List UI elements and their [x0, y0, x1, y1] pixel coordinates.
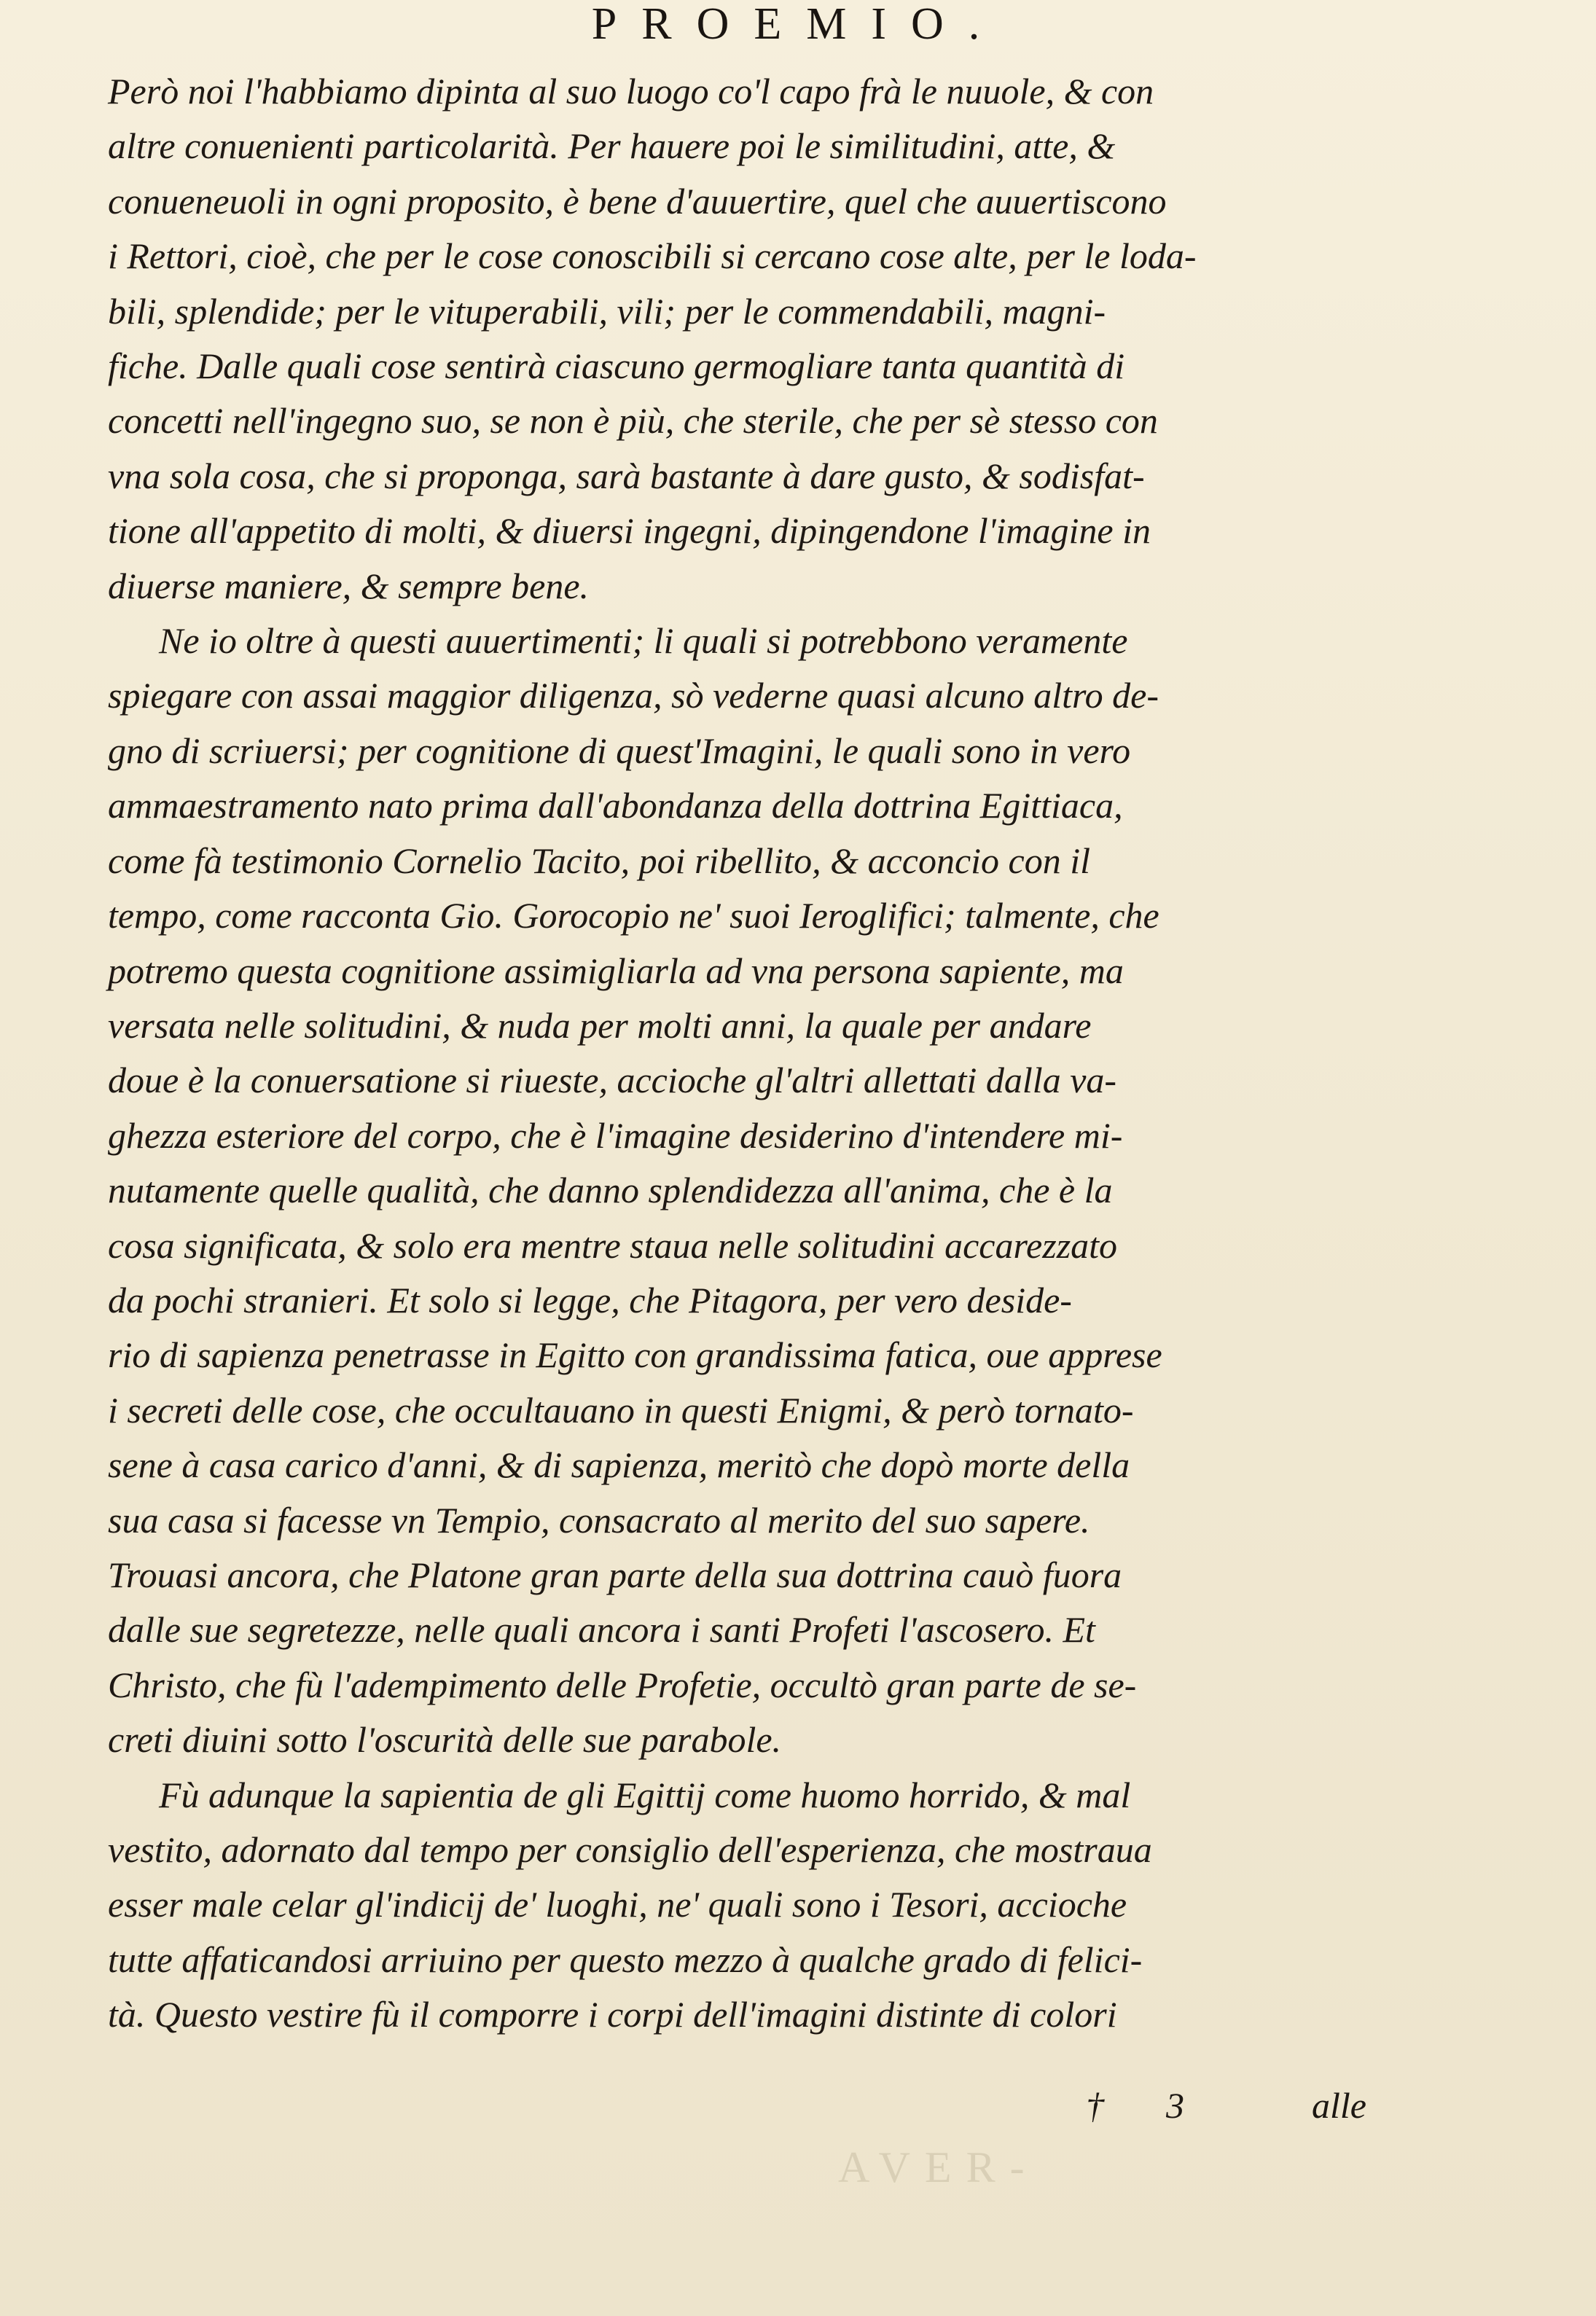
text-line: Trouasi ancora, che Platone gran parte della sua dottrina cauò fuora — [108, 1554, 1122, 1595]
text-line: i secreti delle cose, che occultauano in questi Enigmi, & però tornato- — [108, 1389, 1134, 1431]
text-line: tà. Questo vestire fù il comporre i corpi dell'imagini distinte di colori — [108, 1994, 1117, 2035]
text-line: nutamente quelle qualità, che danno splendidezza all'anima, che è la — [108, 1170, 1113, 1211]
text-line: Christo, che fù l'adempimento delle Profetie, occultò gran parte de se- — [108, 1664, 1137, 1705]
text-line: ammaestramento nato prima dall'abondanza della dottrina Egittiaca, — [108, 785, 1123, 826]
text-line: vestito, adornato dal tempo per consiglio dell'esperienza, che mostraua — [108, 1829, 1152, 1870]
text-line: come fà testimonio Cornelio Tacito, poi ribellito, & acconcio con il — [108, 840, 1091, 881]
text-line: gno di scriuersi; per cognitione di quest'Imagini, le quali sono in vero — [108, 729, 1131, 771]
text-line: fiche. Dalle quali cose sentirà ciascuno germogliare tanta quantità di — [108, 345, 1125, 387]
text-line: doue è la conuersatione si riueste, accioche gl'altri allettati dalla va- — [108, 1060, 1117, 1101]
text-line: versata nelle solitudini, & nuda per molti anni, la quale per andare — [108, 1004, 1092, 1046]
text-line: Però noi l'habbiamo dipinta al suo luogo co'l capo frà le nuuole, & con — [108, 71, 1154, 112]
text-line: altre conuenienti particolarità. Per hauere poi le similitudini, atte, & — [108, 125, 1116, 167]
text-line: sua casa si facesse vn Tempio, consacrato al merito del suo sapere. — [108, 1499, 1090, 1541]
text-line: sene à casa carico d'anni, & di sapienza, meritò che dopò morte della — [108, 1444, 1130, 1486]
text-line: conueneuoli in ogni proposito, è bene d'auuertire, quel che auuertiscono — [108, 180, 1167, 222]
text-line: tempo, come racconta Gio. Gorocopio ne' suoi Ieroglifici; talmente, che — [108, 895, 1159, 936]
text-line: esser male celar gl'indicij de' luoghi, ne' quali sono i Tesori, accioche — [108, 1884, 1127, 1925]
text-line: concetti nell'ingegno suo, se non è più, che sterile, che per sè stesso con — [108, 400, 1158, 442]
page-footer — [0, 2084, 1596, 2143]
signature-mark: † — [1086, 2085, 1104, 2126]
text-line: rio di sapienza penetrasse in Egitto con grandissima fatica, oue apprese — [108, 1334, 1162, 1376]
text-line: potremo questa cognitione assimigliarla ad vna persona sapiente, ma — [108, 950, 1124, 991]
text-line: Ne io oltre à questi auuertimenti; li quali si potrebbono veramente — [159, 620, 1128, 662]
signature-number: 3 — [1166, 2085, 1184, 2126]
catchword: alle — [1312, 2085, 1366, 2126]
bleed-through-text: AVER- — [838, 2143, 1039, 2191]
text-line: da pochi stranieri. Et solo si legge, che Pitagora, per vero deside- — [108, 1279, 1072, 1321]
text-line: bili, splendide; per le vituperabili, vili; per le commendabili, magni- — [108, 290, 1106, 332]
text-line: diuerse maniere, & sempre bene. — [108, 565, 590, 606]
text-line: cosa significata, & solo era mentre staua nelle solitudini accarezzato — [108, 1224, 1118, 1266]
text-line: vna sola cosa, che si proponga, sarà bastante à dare gusto, & sodisfat- — [108, 455, 1145, 496]
text-line: tutte affaticandosi arriuino per questo mezzo à qualche grado di felici- — [108, 1939, 1143, 1980]
text-line: dalle sue segretezze, nelle quali ancora i santi Profeti l'ascosero. Et — [108, 1609, 1095, 1651]
body-text — [108, 64, 1471, 2043]
text-line: Fù adunque la sapientia de gli Egittij come huomo horrido, & mal — [159, 1774, 1131, 1815]
text-line: creti diuini sotto l'oscurità delle sue parabole. — [108, 1719, 782, 1761]
page-header: PROEMIO. — [591, 0, 1005, 49]
text-line: spiegare con assai maggior diligenza, sò vederne quasi alcuno altro de- — [108, 675, 1159, 716]
text-line: tione all'appetito di molti, & diuersi ingegni, dipingendone l'imagine in — [108, 510, 1151, 552]
text-line: i Rettori, cioè, che per le cose conoscibili si cercano cose alte, per le loda- — [108, 235, 1197, 277]
text-line: ghezza esteriore del corpo, che è l'imagine desiderino d'intendere mi- — [108, 1114, 1123, 1156]
